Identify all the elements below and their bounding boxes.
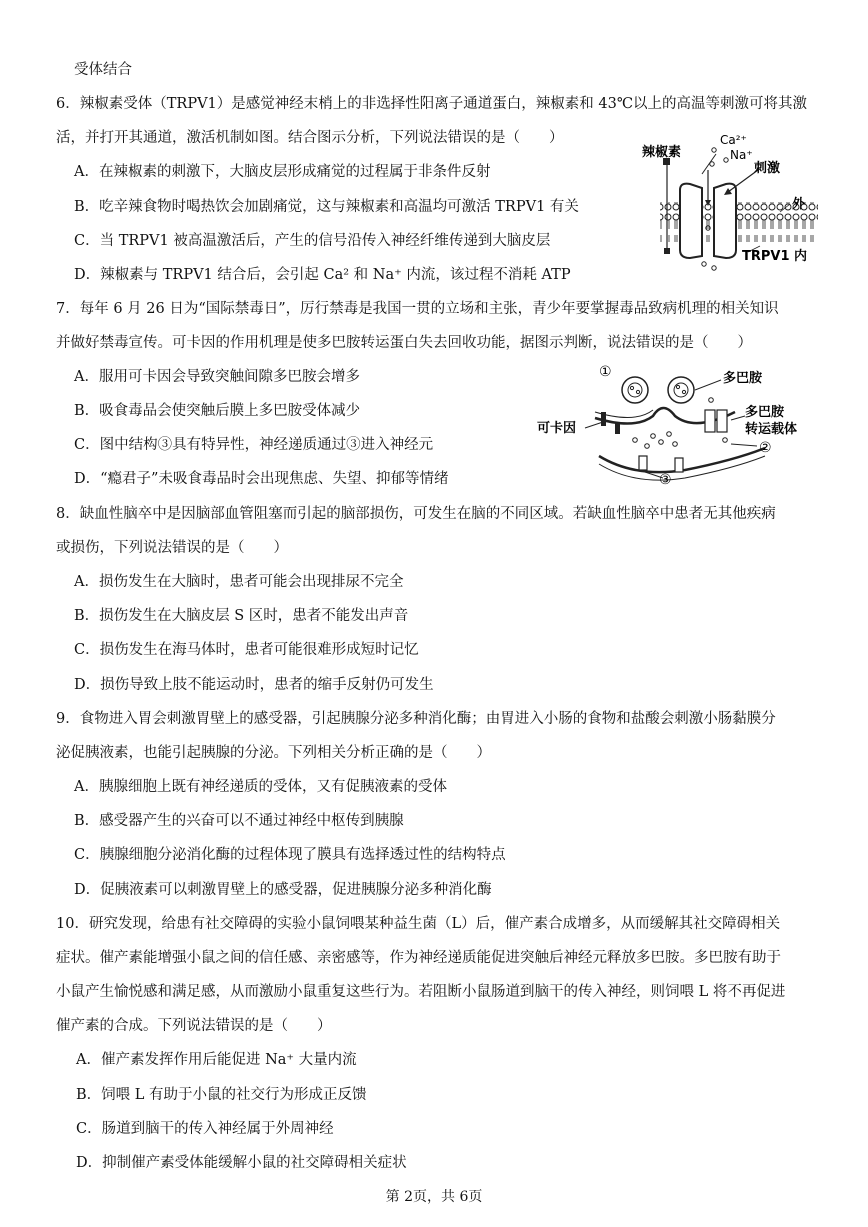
q10-stem-line-1: 10．研究发现，给患有社交障碍的实验小鼠饲喂某种益生菌（L）后，催产素合成增多，从而缓解其社交障碍相关	[56, 916, 781, 932]
q10-option-b: B．饲喂 L 有助于小鼠的社交行为形成正反馈	[76, 1087, 367, 1103]
q6-label-stimulus: 刺激	[754, 161, 781, 176]
q7-option-d: D．“瘾君子”未吸食毒品时会出现焦虑、失望、抑郁等情绪	[74, 471, 449, 487]
q7-synapse-figure	[535, 360, 815, 490]
q8-option-d: D．损伤导致上肢不能运动时，患者的缩手反射仍可发生	[74, 677, 434, 693]
q8-option-b: B．损伤发生在大脑皮层 S 区时，患者不能发出声音	[74, 608, 409, 624]
q6-label-na: Na⁺	[730, 148, 753, 162]
q10-option-d: D．抑制催产素受体能缓解小鼠的社交障碍相关症状	[76, 1155, 407, 1171]
q7-label-transporter-1: 多巴胺	[745, 405, 785, 420]
q7-stem-line-2: 并做好禁毒宣传。可卡因的作用机理是使多巴胺转运蛋白失去回收功能，据图示判断，说法错误的是（ ）	[56, 335, 752, 351]
q7-label-dopamine: 多巴胺	[723, 371, 763, 386]
q6-option-a: A．在辣椒素的刺激下，大脑皮层形成痛觉的过程属于非条件反射	[74, 164, 491, 180]
q9-option-d: D．促胰液素可以刺激胃壁上的感受器，促进胰腺分泌多种消化酶	[74, 882, 492, 898]
q10-stem-line-3: 小鼠产生愉悦感和满足感，从而激励小鼠重复这些行为。若阻断小鼠肠道到脑干的传入神经，则饲喂 L 将不再促进	[56, 984, 786, 1000]
q7-label-2: ②	[759, 440, 772, 456]
q6-option-c: C．当 TRPV1 被高温激活后，产生的信号沿传入神经纤维传递到大脑皮层	[74, 233, 551, 249]
q6-label-inside: 内	[794, 249, 808, 264]
q7-label-3: ③	[659, 472, 672, 488]
q8-stem-line-2: 或损伤，下列说法错误的是（ ）	[56, 540, 288, 556]
q7-option-c: C．图中结构③具有特异性，神经递质通过③进入神经元	[74, 437, 434, 453]
q7-option-a: A．服用可卡因会导致突触间隙多巴胺会增多	[74, 369, 360, 385]
q7-option-b: B．吸食毒品会使突触后膜上多巴胺受体减少	[74, 403, 361, 419]
q6-label-ca: Ca²⁺	[720, 133, 747, 147]
q9-option-a: A．胰腺细胞上既有神经递质的受体，又有促胰液素的受体	[74, 779, 447, 795]
q6-stem-line-2: 活，并打开其通道，激活机制如图。结合图示分析，下列说法错误的是（ ）	[56, 130, 564, 146]
q7-stem-line-1: 7．每年 6 月 26 日为“国际禁毒日”，厉行禁毒是我国一贯的立场和主张，青少年要掌握毒品致病机理的相关知识	[56, 301, 779, 317]
q6-trpv1-figure	[640, 132, 818, 272]
q8-option-a: A．损伤发生在大脑时，患者可能会出现排尿不完全	[74, 574, 404, 590]
q10-option-c: C．肠道到脑干的传入神经属于外周神经	[76, 1121, 334, 1137]
q8-option-c: C．损伤发生在海马体时，患者可能很难形成短时记忆	[74, 642, 419, 658]
q7-label-cocaine: 可卡因	[537, 421, 577, 436]
q6-option-d: D．辣椒素与 TRPV1 结合后，会引起 Ca² 和 Na⁺ 内流，该过程不消耗 ATP	[74, 267, 571, 283]
q9-option-b: B．感受器产生的兴奋可以不通过神经中枢传到胰腺	[74, 813, 404, 829]
q6-option-b: B．吃辛辣食物时喝热饮会加剧痛觉，这与辣椒素和高温均可激活 TRPV1 有关	[74, 199, 579, 215]
q7-label-1: ①	[599, 364, 612, 380]
q9-option-c: C．胰腺细胞分泌消化酶的过程体现了膜具有选择透过性的结构特点	[74, 847, 506, 863]
q6-stem-line-1: 6．辣椒素受体（TRPV1）是感觉神经末梢上的非选择性阳离子通道蛋白，辣椒素和 43℃以上的高温等刺激可将其激	[56, 96, 808, 112]
q7-label-transporter-2: 转运载体	[745, 422, 798, 437]
q8-stem-line-1: 8．缺血性脑卒中是因脑部血管阻塞而引起的脑部损伤，可发生在脑的不同区域。若缺血性脑卒中患者无其他疾病	[56, 506, 776, 522]
q10-option-a: A．催产素发挥作用后能促进 Na⁺ 大量内流	[76, 1052, 357, 1068]
prev-question-tail: 受体结合	[74, 62, 132, 78]
q9-stem-line-2: 泌促胰液素，也能引起胰腺的分泌。下列相关分析正确的是（ ）	[56, 745, 491, 761]
page-number-footer: 第 2页，共 6页	[385, 1189, 483, 1205]
q9-stem-line-1: 9．食物进入胃会刺激胃壁上的感受器，引起胰腺分泌多种消化酶；由胃进入小肠的食物和盐酸会刺激小肠黏膜分	[56, 711, 776, 727]
q6-label-trpv1: TRPV1	[742, 249, 790, 264]
q6-label-capsaicin: 辣椒素	[642, 145, 682, 160]
q10-stem-line-2: 症状。催产素能增强小鼠之间的信任感、亲密感等，作为神经递质能促进突触后神经元释放多巴胺。多巴胺有助于	[56, 950, 781, 966]
q10-stem-line-4: 催产素的合成。下列说法错误的是（ ）	[56, 1018, 332, 1034]
q6-label-outside: 外	[792, 197, 806, 212]
